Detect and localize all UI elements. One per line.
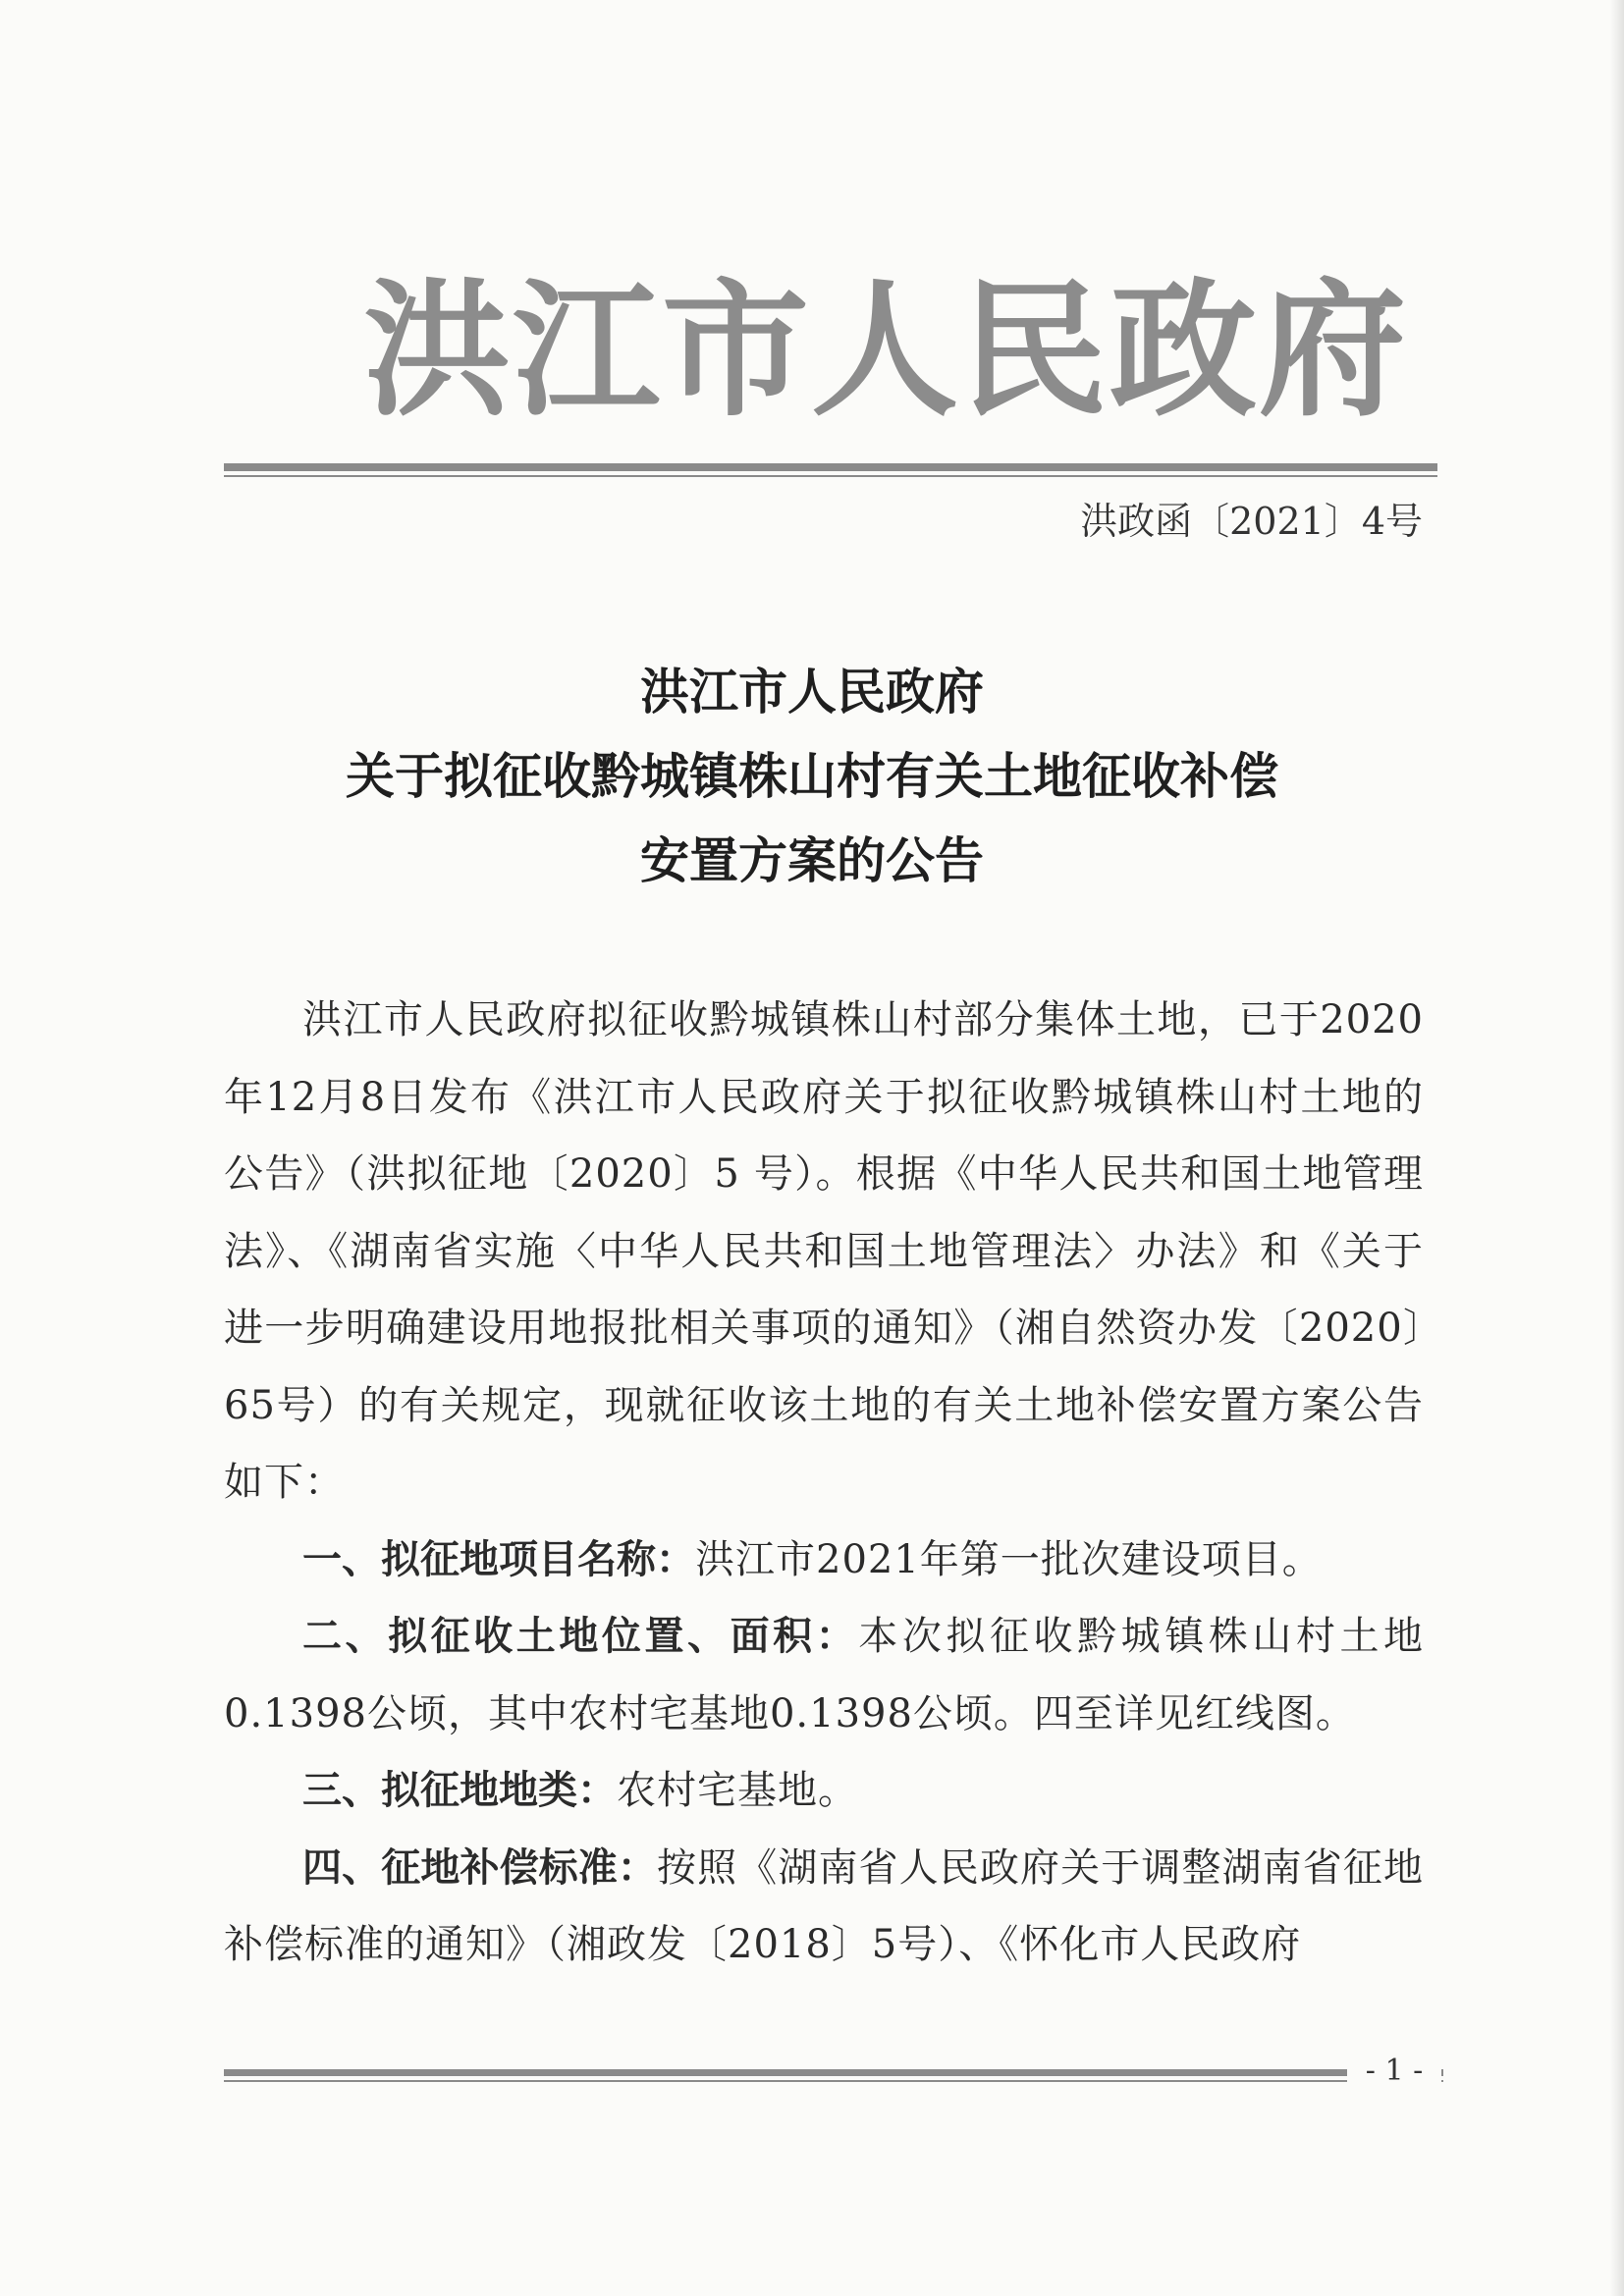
letterhead-rule-thin: [224, 475, 1437, 477]
page-number: - 1 -: [1347, 2054, 1441, 2089]
document-number: 洪政函〔2021〕4号: [1080, 500, 1423, 543]
page-edge-shadow: [1610, 0, 1624, 2296]
title-line-1: 洪江市人民政府: [640, 664, 984, 721]
section-2-paragraph: [224, 1598, 1424, 1752]
section-3-paragraph: [224, 1752, 1424, 1830]
section-2-heading: 二、拟征收土地位置、面积：: [302, 1614, 859, 1659]
section-3-heading: 三、拟征地地类：: [302, 1768, 617, 1813]
section-3-text: 农村宅基地。: [617, 1768, 858, 1813]
letterhead-title: 洪江市人民政府: [363, 264, 1409, 437]
footer-rule-thick: [224, 2069, 1443, 2076]
intro-paragraph: 洪江市人民政府拟征收黔城镇株山村部分集体土地，已于2020年12月8日发布《洪江市人民政府关于拟征收黔城镇株山村土地的公告》（洪拟征地〔2020〕5 号）。根据《中华人民共和国土地管理法》、《湖南省实施〈中华人民共和国土地管理法〉办法》和《关于进一步明确建设用地报批相关事项的通知》（湘自然资办发〔2020〕65号）的有关规定，现就征收该土地的有关土地补偿安置方案公告如下：: [224, 997, 1424, 1505]
section-4-heading: 四、征地补偿标准：: [302, 1844, 657, 1891]
section-1-text: 洪江市2021年第一批次建设项目。: [695, 1536, 1323, 1582]
section-1-heading: 一、拟征地项目名称：: [302, 1536, 695, 1582]
document-body: [224, 982, 1424, 1984]
section-4-paragraph: [224, 1830, 1424, 1984]
section-1-paragraph: [224, 1522, 1424, 1599]
letterhead-rule-thick: [224, 463, 1437, 471]
title-line-2: 关于拟征收黔城镇株山村有关土地征收补偿: [346, 748, 1278, 805]
section-2-text: 本次拟征收黔城镇株山村土地0.1398公顷，其中农村宅基地0.1398公顷。四至详见红线图。: [224, 1614, 1425, 1736]
section-4-text: 按照《湖南省人民政府关于调整湖南省征地补偿标准的通知》（湘政发〔2018〕5号）、《怀化市人民政府: [224, 1844, 1424, 1967]
title-line-3: 安置方案的公告: [640, 832, 984, 889]
footer-rule-thin: [224, 2080, 1443, 2082]
